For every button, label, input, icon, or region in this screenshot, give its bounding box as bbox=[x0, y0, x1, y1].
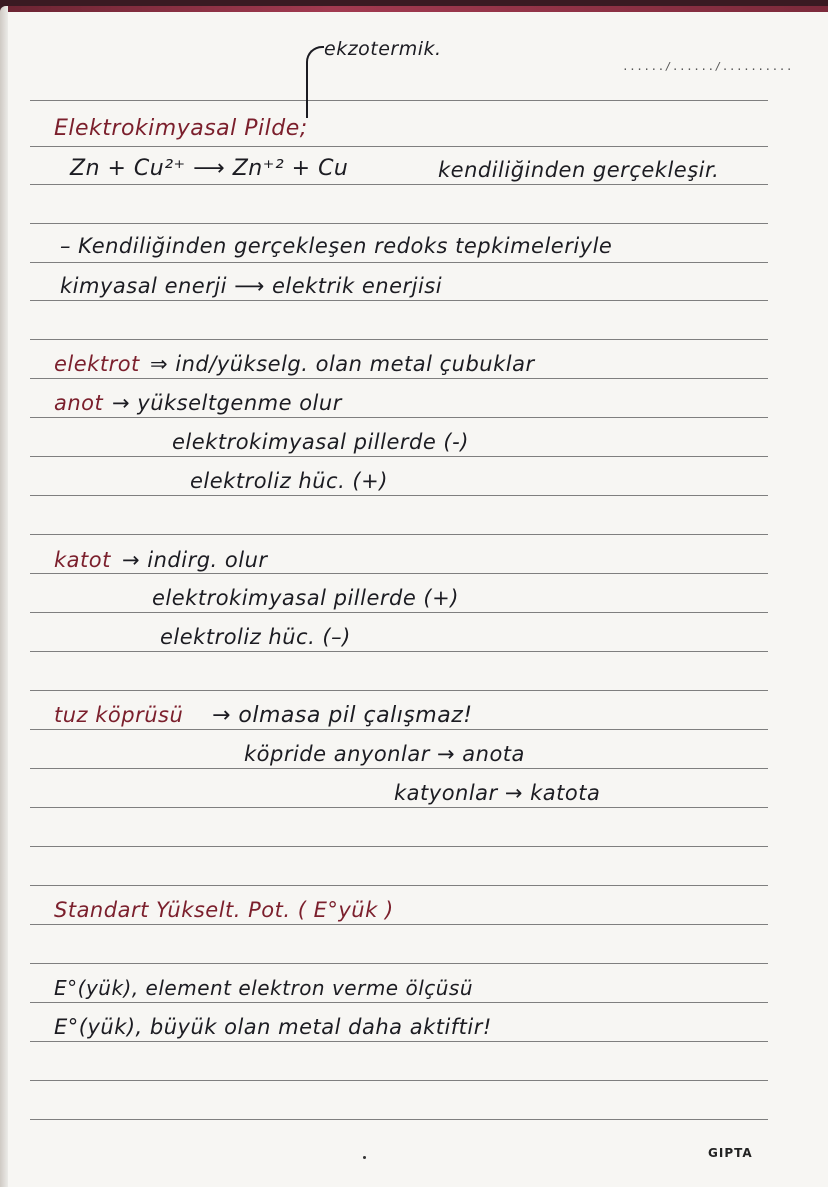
rule-line bbox=[30, 885, 768, 886]
rule-line bbox=[30, 612, 768, 613]
rule-line bbox=[30, 924, 768, 925]
reaction-note: kendiliğinden gerçekleşir. bbox=[438, 158, 720, 182]
rule-line bbox=[30, 456, 768, 457]
cathode-sub-1: elektrokimyasal pillerde (+) bbox=[152, 586, 459, 610]
bracket-mark bbox=[306, 46, 324, 118]
rule-line bbox=[30, 1080, 768, 1081]
page-top-strip bbox=[0, 6, 828, 12]
cathode-sub-2: elektroliz hüc. (–) bbox=[160, 625, 351, 649]
anode-sub-1: elektrokimyasal pillerde (-) bbox=[172, 430, 469, 454]
top-word: ekzotermik. bbox=[324, 38, 442, 60]
pil-heading: Elektrokimyasal Pilde; bbox=[54, 116, 308, 141]
rule-line bbox=[30, 417, 768, 418]
redox-line-2: kimyasal enerji ⟶ elektrik enerjisi bbox=[60, 274, 443, 298]
eo-line-1: E°(yük), element elektron verme ölçüsü bbox=[54, 976, 474, 1000]
electrode-label: elektrot bbox=[54, 352, 140, 376]
std-heading: Standart Yükselt. Pot. ( E°yük ) bbox=[54, 898, 394, 922]
rule-line bbox=[30, 100, 768, 101]
anode-label: anot bbox=[54, 391, 104, 415]
date-field: ....../....../.......... bbox=[622, 60, 793, 73]
rule-line bbox=[30, 223, 768, 224]
rule-line bbox=[30, 651, 768, 652]
rule-line bbox=[30, 378, 768, 379]
rule-line bbox=[30, 690, 768, 691]
redox-line-1: – Kendiliğinden gerçekleşen redoks tepkimeleriyle bbox=[60, 234, 613, 258]
rule-line bbox=[30, 534, 768, 535]
cathode-label: katot bbox=[54, 548, 111, 572]
rule-line bbox=[30, 1041, 768, 1042]
eo-line-2: E°(yük), büyük olan metal daha aktiftir! bbox=[54, 1015, 492, 1039]
rule-line bbox=[30, 146, 768, 147]
brand-logo: GIPTA bbox=[708, 1146, 753, 1160]
rule-line bbox=[30, 339, 768, 340]
rule-line bbox=[30, 1002, 768, 1003]
bridge-label: tuz köprüsü bbox=[54, 703, 184, 727]
rule-line bbox=[30, 768, 768, 769]
page-binding bbox=[0, 6, 8, 1187]
bridge-text: → olmasa pil çalışmaz! bbox=[212, 703, 473, 728]
rule-line bbox=[30, 1119, 768, 1120]
rule-line bbox=[30, 963, 768, 964]
rule-line bbox=[30, 184, 768, 185]
electrode-text: ⇒ ind/yükselg. olan metal çubuklar bbox=[150, 352, 535, 376]
bridge-sub-1: köpride anyonlar → anota bbox=[244, 742, 525, 766]
bridge-sub-2: katyonlar → katota bbox=[394, 781, 601, 805]
cathode-text: → indirg. olur bbox=[122, 548, 268, 572]
rule-line bbox=[30, 807, 768, 808]
rule-line bbox=[30, 300, 768, 301]
page-dot bbox=[363, 1156, 366, 1159]
rule-line bbox=[30, 573, 768, 574]
rule-line bbox=[30, 729, 768, 730]
rule-line bbox=[30, 495, 768, 496]
anode-sub-2: elektroliz hüc. (+) bbox=[190, 469, 388, 493]
rule-line bbox=[30, 262, 768, 263]
reaction-equation: Zn + Cu²⁺ ⟶ Zn⁺² + Cu bbox=[70, 156, 349, 181]
rule-line bbox=[30, 846, 768, 847]
anode-text: → yükseltgenme olur bbox=[112, 391, 342, 415]
notebook-page bbox=[0, 6, 828, 1187]
